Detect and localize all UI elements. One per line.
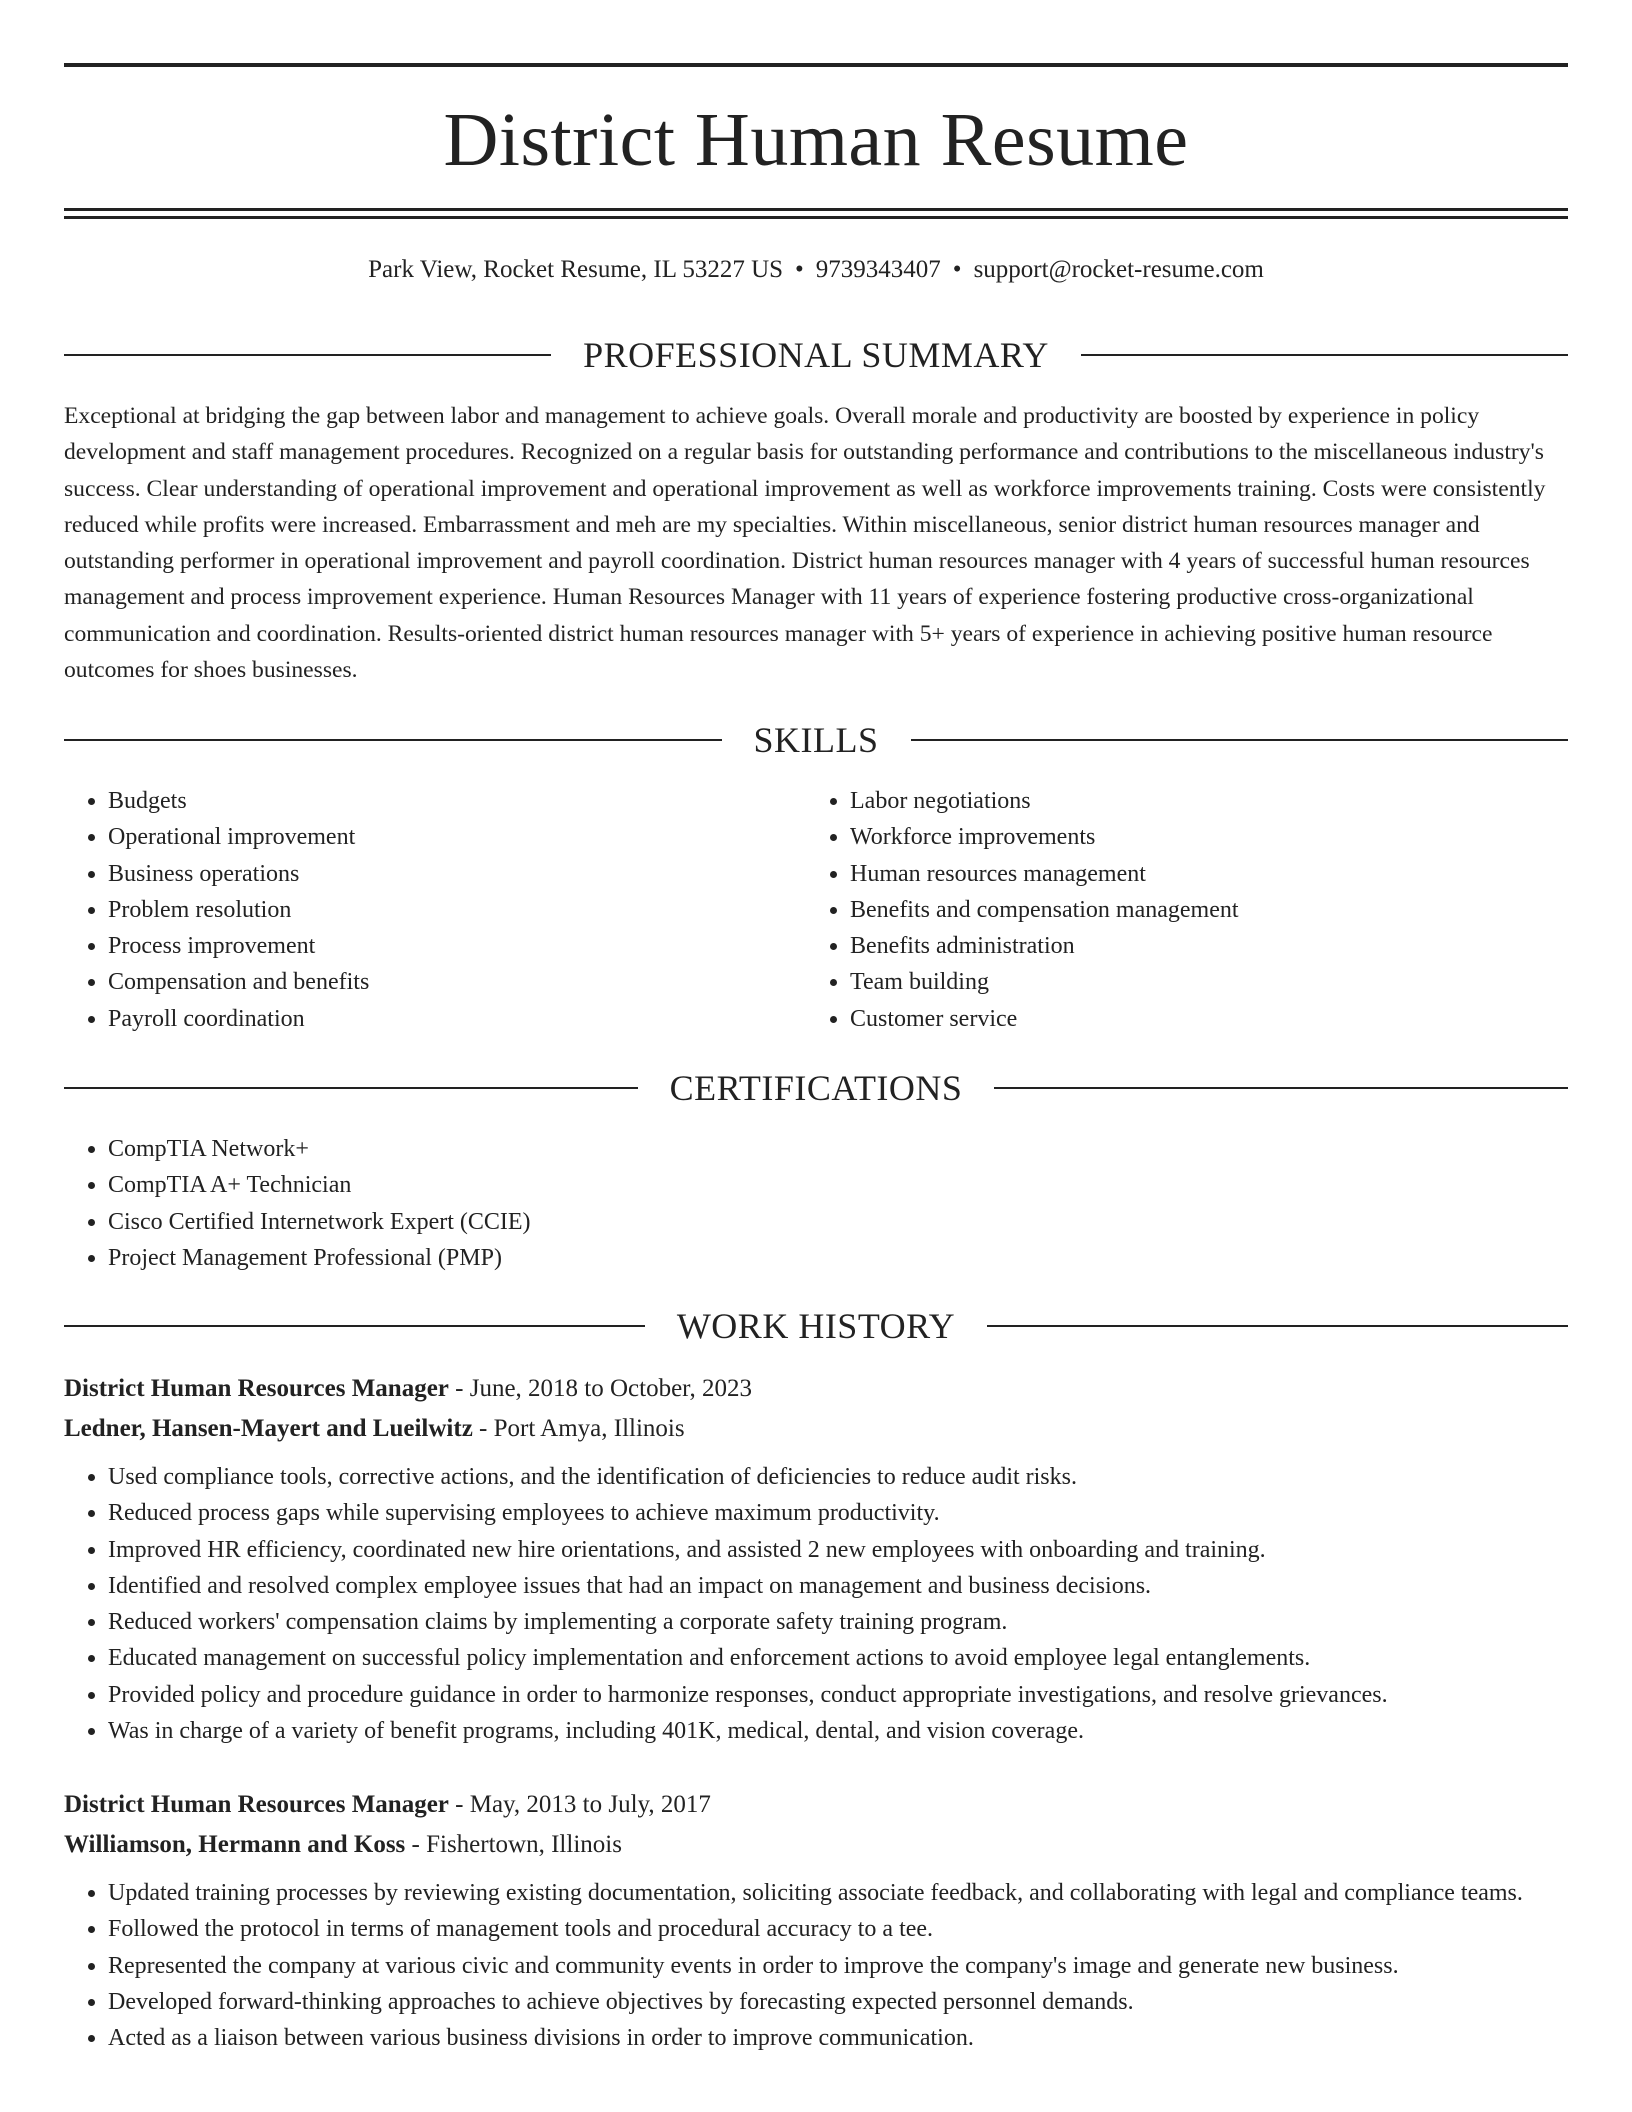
job-bullet-list bbox=[64, 1875, 1568, 2056]
section-heading-skills bbox=[64, 716, 1568, 764]
heading-rule bbox=[64, 739, 722, 741]
skill-item: • Compensation and benefits bbox=[108, 964, 804, 1000]
job-bullet-item: • Developed forward-thinking approaches to achieve objectives by forecasting expected personnel demands. bbox=[108, 1984, 1568, 2020]
skills-column-right bbox=[806, 783, 1566, 1037]
job-bullet-item: • Reduced workers' compensation claims by implementing a corporate safety training program. bbox=[108, 1604, 1568, 1640]
job-bullet-item: • Reduced process gaps while supervising employees to achieve maximum productivity. bbox=[108, 1495, 1568, 1531]
heading-rule bbox=[64, 1087, 638, 1089]
job-company-line bbox=[64, 1825, 1568, 1865]
skill-item: • Benefits administration bbox=[850, 928, 1566, 964]
section-heading-certifications bbox=[64, 1064, 1568, 1112]
skill-item: • Labor negotiations bbox=[850, 783, 1566, 819]
heading-rule bbox=[994, 1087, 1568, 1089]
certification-item: • Project Management Professional (PMP) bbox=[108, 1240, 1568, 1276]
job-dates: - June, 2018 to October, 2023 bbox=[448, 1375, 753, 1402]
job-bullet-item: • Updated training processes by reviewing existing documentation, soliciting associate feedback, and collaborating with legal and compliance teams. bbox=[108, 1875, 1568, 1911]
certifications-list bbox=[64, 1131, 1568, 1276]
job-company: Ledner, Hansen-Mayert and Lueilwitz bbox=[64, 1415, 473, 1442]
section-title: CERTIFICATIONS bbox=[669, 1068, 963, 1108]
job-company-line bbox=[64, 1409, 1568, 1449]
heading-rule bbox=[1081, 354, 1568, 356]
skill-item: • Customer service bbox=[850, 1001, 1566, 1037]
contact-email: support@rocket-resume.com bbox=[973, 256, 1264, 283]
header-top-rule bbox=[64, 63, 1568, 67]
skill-item: • Payroll coordination bbox=[108, 1001, 804, 1037]
heading-rule bbox=[64, 1325, 645, 1327]
section-title: PROFESSIONAL SUMMARY bbox=[583, 335, 1049, 375]
job-bullet-item: • Improved HR efficiency, coordinated new hire orientations, and assisted 2 new employees with onboarding and training. bbox=[108, 1532, 1568, 1568]
job-bullet-item: • Educated management on successful policy implementation and enforcement actions to avoid employee legal entanglements. bbox=[108, 1640, 1568, 1676]
skill-item: • Process improvement bbox=[108, 928, 804, 964]
section-heading-work-history bbox=[64, 1302, 1568, 1350]
section-title: SKILLS bbox=[753, 720, 879, 760]
resume-title: District Human Resume bbox=[443, 98, 1189, 182]
job-title: District Human Resources Manager bbox=[64, 1791, 449, 1818]
job-title-line bbox=[64, 1785, 1568, 1825]
section-title: WORK HISTORY bbox=[676, 1306, 956, 1346]
job-company: Williamson, Hermann and Koss bbox=[64, 1831, 406, 1858]
skill-item: • Operational improvement bbox=[108, 819, 804, 855]
section-heading-summary bbox=[64, 331, 1568, 379]
skill-item: • Benefits and compensation management bbox=[850, 892, 1566, 928]
contact-line bbox=[64, 252, 1568, 288]
skill-item: • Workforce improvements bbox=[850, 819, 1566, 855]
certification-item: • CompTIA Network+ bbox=[108, 1131, 1568, 1167]
contact-phone: 9739343407 bbox=[815, 256, 941, 283]
skills-list bbox=[64, 783, 804, 1037]
job-title-line bbox=[64, 1369, 1568, 1409]
skills-column-left bbox=[64, 783, 804, 1037]
job-bullet-item: • Followed the protocol in terms of management tools and procedural accuracy to a tee. bbox=[108, 1911, 1568, 1947]
job-bullet-item: • Identified and resolved complex employee issues that had an impact on management and business decisions. bbox=[108, 1568, 1568, 1604]
job-bullet-item: • Was in charge of a variety of benefit programs, including 401K, medical, dental, and vision coverage. bbox=[108, 1713, 1568, 1749]
skill-item: • Human resources management bbox=[850, 856, 1566, 892]
header-double-rule bbox=[64, 208, 1568, 219]
heading-rule bbox=[64, 354, 551, 356]
job-entry bbox=[64, 1369, 1568, 1749]
contact-separator: • bbox=[952, 256, 962, 283]
job-dates: - May, 2013 to July, 2017 bbox=[448, 1791, 711, 1818]
job-bullet-item: • Used compliance tools, corrective actions, and the identification of deficiencies to reduce audit risks. bbox=[108, 1459, 1568, 1495]
job-bullet-item: • Acted as a liaison between various business divisions in order to improve communication. bbox=[108, 2020, 1568, 2056]
job-location: - Port Amya, Illinois bbox=[472, 1415, 685, 1442]
skill-item: • Business operations bbox=[108, 856, 804, 892]
certification-item: • CompTIA A+ Technician bbox=[108, 1167, 1568, 1203]
contact-address: Park View, Rocket Resume, IL 53227 US bbox=[368, 256, 784, 283]
skills-list bbox=[806, 783, 1566, 1037]
certifications-block bbox=[64, 1131, 1568, 1276]
certification-item: • Cisco Certified Internetwork Expert (CCIE) bbox=[108, 1204, 1568, 1240]
job-bullet-item: • Represented the company at various civic and community events in order to improve the company's image and generate new business. bbox=[108, 1948, 1568, 1984]
summary-paragraph: Exceptional at bridging the gap between labor and management to achieve goals. Overall morale and productivity are boosted by experience in policy development and staff management procedures. Recognized on a regular basis for outstanding performance and contributions to the miscellaneous industry's success. Clear understanding of operational improvement and operational improvement as well as workforce improvements training. Costs were consistently reduced while profits were increased. Embarrassment and meh are my specialties. Within miscellaneous, senior district human resources manager and outstanding performer in operational improvement and payroll coordination. District human resources manager with 4 years of successful human resources management and process improvement experience. Human Resources Manager with 11 years of experience fostering productive cross-organizational communication and coordination. Results-oriented district human resources manager with 5+ years of experience in achieving positive human resource outcomes for shoes businesses. bbox=[64, 403, 1546, 684]
contact-separator: • bbox=[795, 256, 804, 283]
skill-item: • Budgets bbox=[108, 783, 804, 819]
job-bullet-list bbox=[64, 1459, 1568, 1749]
job-location: - Fishertown, Illinois bbox=[405, 1831, 622, 1858]
skill-item: • Problem resolution bbox=[108, 892, 804, 928]
job-entry bbox=[64, 1785, 1568, 2056]
heading-rule bbox=[911, 739, 1569, 741]
heading-rule bbox=[987, 1325, 1568, 1327]
job-title: District Human Resources Manager bbox=[64, 1375, 449, 1402]
job-bullet-item: • Provided policy and procedure guidance in order to harmonize responses, conduct appropriate investigations, and resolve grievances. bbox=[108, 1677, 1568, 1713]
skill-item: • Team building bbox=[850, 964, 1566, 1000]
